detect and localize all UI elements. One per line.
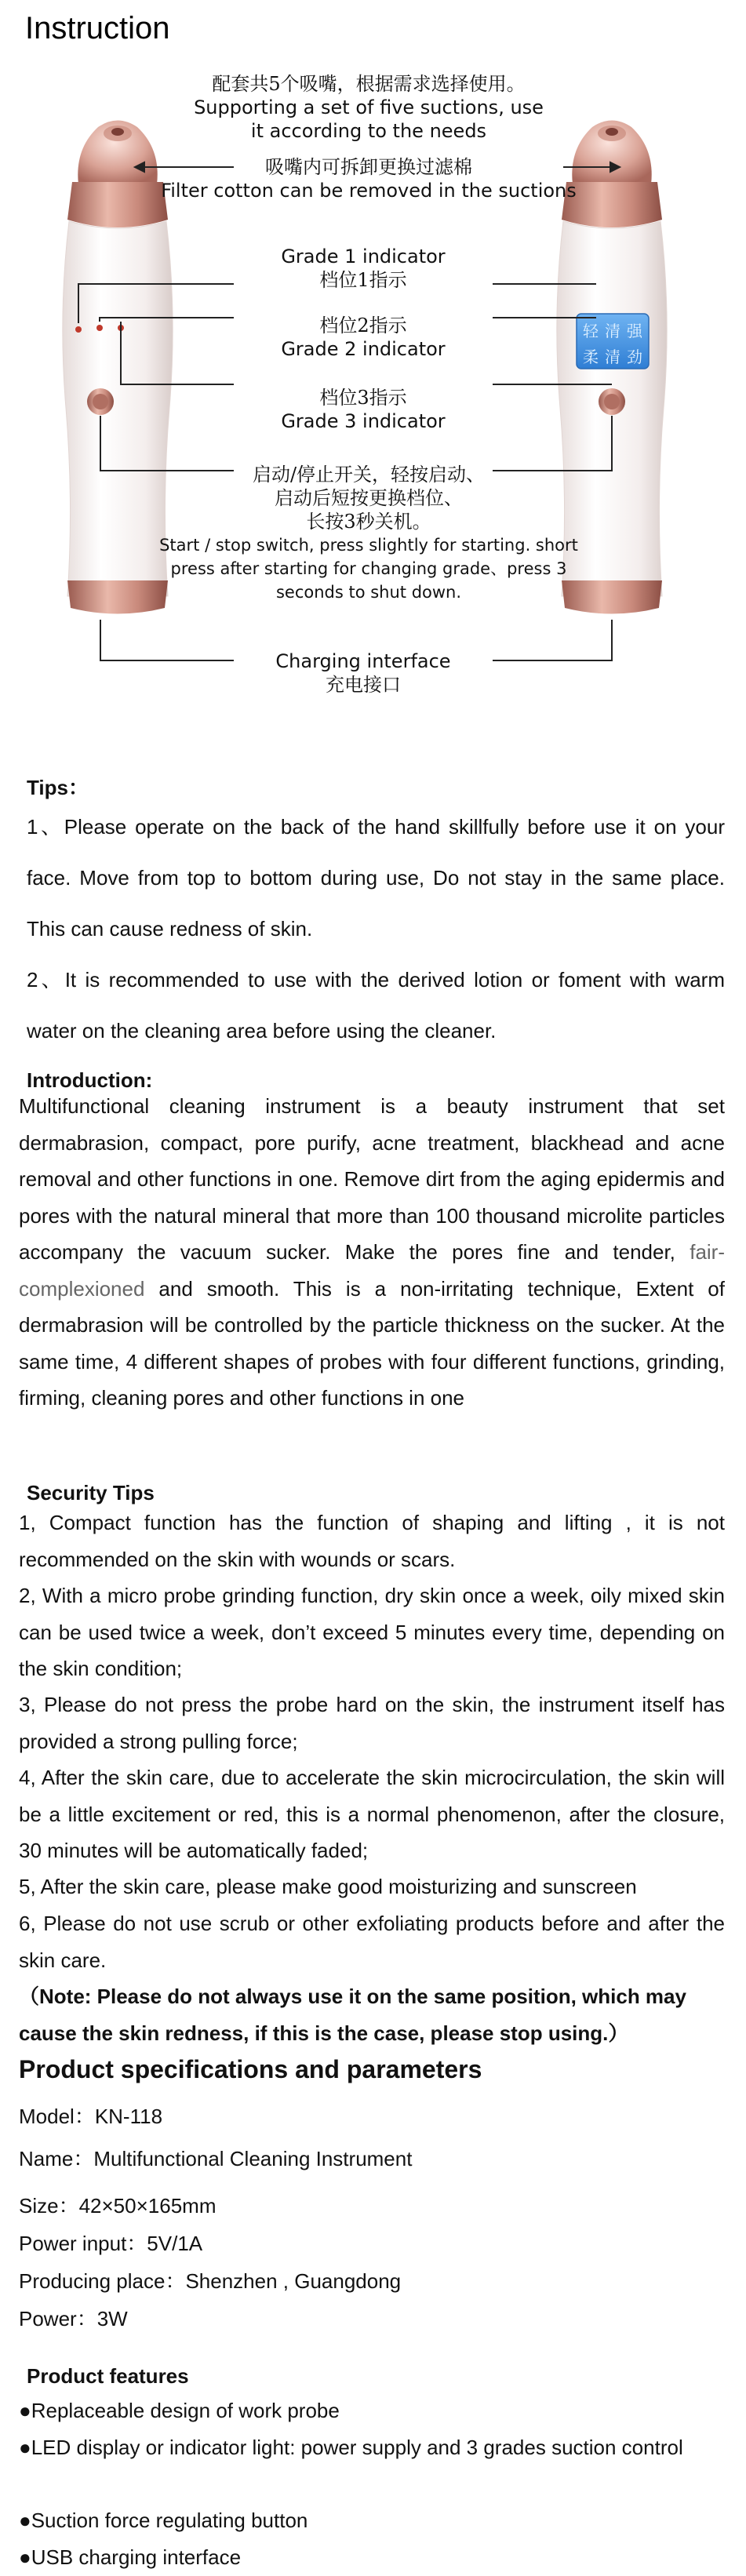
feature-item-1: ●Replaceable design of work probe [19,2399,340,2422]
switch-label-zh-3: 长按3秒关机。 [306,511,431,533]
grade2-label [235,314,491,361]
switch-label-en-2: press after starting for changing grade、press 3 [170,559,567,578]
spec-name: Name：Multifunctional Cleaning Instrument [19,2147,413,2170]
security-item-5: 5, After the skin care, please make good moisturizing and sunscreen [19,1875,637,1898]
security-item-2: 2, With a micro probe grinding function, dry skin once a week, oily mixed skin can be used twice a week, don’t exceed 5 minutes every time, depending on the skin condition; [19,1584,725,1680]
security-item-4: 4, After the skin care, due to accelerate the skin microcirculation, the skin will be a little excitement or red, this is a normal phenomenon, after the closure, 30 minutes will be automatically faded; [19,1766,725,1862]
lcd-char: 清 [605,322,620,340]
filter-label-zh: 吸嘴内可拆卸更换过滤棉 [265,156,472,178]
features-heading: Product features [27,2364,189,2388]
grade2-label-zh: 档位2指示 [319,315,407,337]
switch-label-zh-1: 启动/停止开关，轻按启动、 [252,464,486,486]
lcd-char: 强 [627,322,642,340]
spec-model: Model：KN-118 [19,2105,163,2128]
instruction-heading: Instruction [25,11,170,45]
security-item-3: 3, Please do not press the probe hard on the skin, the instrument itself has provided a strong pulling force; [19,1693,725,1753]
switch-label-en-3: seconds to shut down. [275,583,462,602]
lcd-char: 柔 [583,347,599,366]
tip-item-1: 1、Please operate on the back of the hand skillfully before use it on your face. Move from top to bottom during use, Do not stay in the same place. This can cause redness of skin. [27,815,725,941]
suction-label-en-2: it according to the needs [250,120,487,142]
lcd-char: 劲 [627,347,642,366]
lcd-display [580,318,646,367]
charging-label-zh: 充电接口 [326,674,401,696]
filter-label-en: Filter cotton can be removed in the suctions [161,180,577,202]
tips-heading: Tips： [27,776,89,799]
grade2-label-en: Grade 2 indicator [281,338,446,360]
suction-label-zh: 配套共5个吸嘴，根据需求选择使用。 [212,73,526,95]
spec-power: Power：3W [19,2307,128,2330]
suction-label [180,72,557,143]
security-note: （Note: Please do not always use it on the same position, which may cause the skin redness, if this is the case, please stop using.） [19,1985,686,2045]
security-heading: Security Tips [27,1481,155,1504]
security-item-1: 1, Compact function has the function of shaping and lifting , it is not recommended on the skin with wounds or scars. [19,1511,725,1571]
feature-item-3: ●Suction force regulating button [19,2509,308,2532]
grade1-label-en: Grade 1 indicator [281,246,446,267]
switch-label-zh-2: 启动后短按更换档位、 [275,487,463,509]
grade1-label-zh: 档位1指示 [319,269,407,291]
charging-label-en: Charging interface [275,650,451,672]
introduction-heading: Introduction: [27,1068,153,1092]
charging-label [235,649,491,697]
feature-item-4: ●USB charging interface [19,2545,242,2569]
filter-label [157,155,580,202]
switch-label-en-1: Start / stop switch, press slightly for starting. short [159,536,578,555]
intro-text-soft: fair-complexioned [19,1240,725,1301]
security-item-6: 6, Please do not use scrub or other exfoliating products before and after the skin care. [19,1912,725,1972]
spec-power-input: Power input：5V/1A [19,2232,203,2255]
tip-item-2: 2、It is recommended to use with the derived lotion or foment with warm water on the cleaning area before using the cleaner. [27,968,725,1042]
specs-heading: Product specifications and parameters [19,2055,482,2083]
feature-item-2: ●LED display or indicator light: power supply and 3 grades suction control [19,2436,683,2459]
suction-label-en-1: Supporting a set of five suctions, use [194,96,544,118]
intro-text-a: Multifunctional cleaning instrument is a beauty instrument that set dermabrasion, compact, pore purify, acne treatment, blackhead and acne removal and other functions in one. Remove dirt from the aging epidermis and pores with the natural mineral that more than 100 thousand microlite particles accompany the vacuum sucker. Make the pores fine and tender, [19,1094,725,1264]
instruction-diagram [0,0,746,722]
spec-producing-place: Producing place：Shenzhen , Guangdong [19,2269,402,2293]
grade3-label-en: Grade 3 indicator [281,410,446,432]
lcd-char: 轻 [583,322,599,340]
introduction-paragraph [19,1088,725,1417]
switch-label [157,463,580,604]
grade3-label [235,386,491,433]
intro-text-b: and smooth. This is a non-irritating technique, Extent of dermabrasion will be controlled by the particle thickness on the sucker. At the same time, 4 different shapes of probes with four different functions, grinding, firming, cleaning pores and other functions in one [19,1276,725,1410]
spec-size: Size：42×50×165mm [19,2194,217,2218]
lcd-char: 清 [605,347,620,366]
grade3-label-zh: 档位3指示 [319,387,407,409]
grade1-label [235,245,491,292]
